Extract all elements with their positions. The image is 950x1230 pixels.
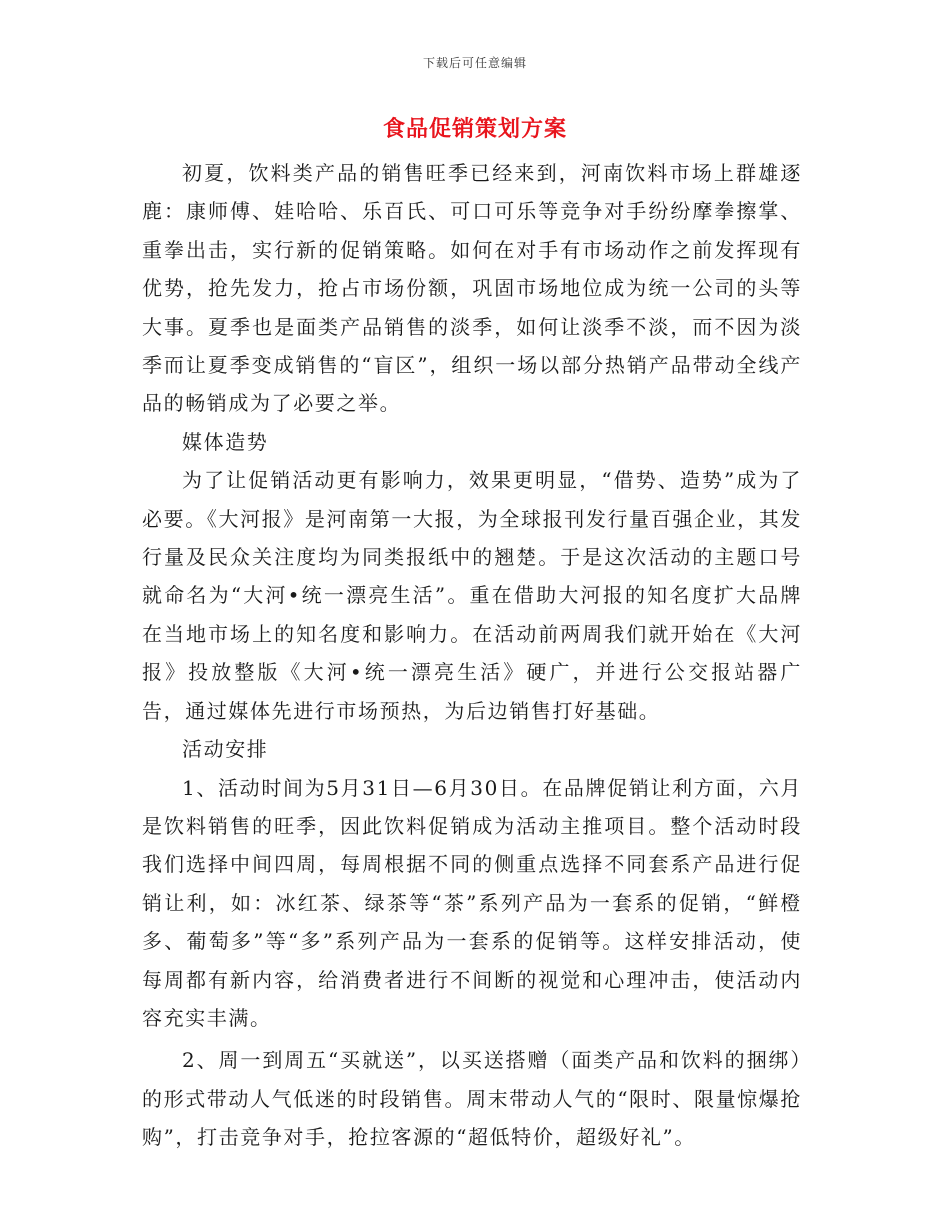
paragraph-activity-1: 1、活动时间为5月31日—6月30日。在品牌促销让利方面，六月是饮料销售的旺季，因此饮料促销成为活动主推项目。整个活动时段我们选择中间四周，每周根据不同的侧重点选择不同套系产品进行促销让利，如：冰红茶、绿茶等“茶”系列产品为一套系的促销，“鲜橙多、葡萄多”等“多”系列产品为一套系的促销等。这样安排活动，使每周都有新内容，给消费者进行不间断的视觉和心理冲击，使活动内容充实丰满。: [142, 775, 802, 1030]
document-body: [142, 154, 802, 1157]
paragraph-intro: 初夏，饮料类产品的销售旺季已经来到，河南饮料市场上群雄逐鹿：康师傅、娃哈哈、乐百氏、可口可乐等竞争对手纷纷摩拳擦掌、重拳出击，实行新的促销策略。如何在对手有市场动作之前发挥现有优势，抢先发力，抢占市场份额，巩固市场地位成为统一公司的头等大事。夏季也是面类产品销售的淡季，如何让淡季不淡，而不因为淡季而让夏季变成销售的“盲区”，组织一场以部分热销产品带动全线产品的畅销成为了必要之举。: [142, 161, 802, 416]
paragraph-activity-2: 2、周一到周五“买就送”，以买送搭赠（面类产品和饮料的捆绑）的形式带动人气低迷的时段销售。周末带动人气的“限时、限量惊爆抢购”，打击竞争对手，抢拉客源的“超低特价，超级好礼”。: [142, 1048, 802, 1150]
document-title: 食品促销策划方案: [382, 116, 567, 142]
paragraph-media: 为了让促销活动更有影响力，效果更明显，“借势、造势”成为了必要。《大河报》是河南第一大报，为全球报刊发行量百强企业，其发行量及民众关注度均为同类报纸中的翘楚。于是这次活动的主题口号就命名为“大河•统一漂亮生活”。重在借助大河报的知名度扩大品牌在当地市场上的知名度和影响力。在活动前两周我们就开始在《大河报》投放整版《大河•统一漂亮生活》硬广，并进行公交报站器广告，通过媒体先进行市场预热，为后边销售打好基础。: [142, 468, 802, 723]
section-heading-activity: 活动安排: [182, 737, 269, 762]
section-heading-media: 媒体造势: [182, 429, 269, 454]
header-note: 下载后可任意编辑: [422, 56, 527, 70]
